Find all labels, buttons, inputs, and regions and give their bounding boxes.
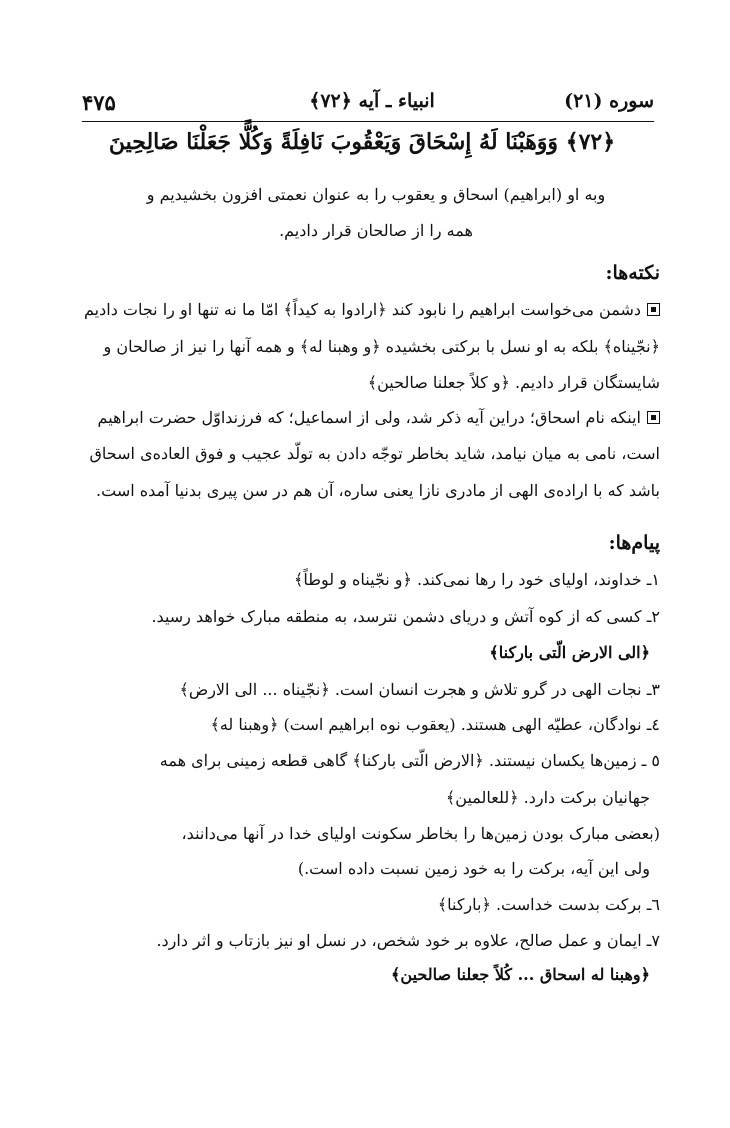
message-5-line-1: ٥ ـ زمین‌ها یکسان نیستند. ﴿الارض الّتی بارکنا﴾ گاهی قطعه زمینی برای همه bbox=[159, 751, 660, 770]
note-1-line-2: ﴿نجّیناه﴾ بلکه به او نسل با برکتی بخشیده ﴿و وهبنا له﴾ و همه آنها را نیز از صالحان و bbox=[103, 337, 660, 356]
square-bullet-icon bbox=[647, 303, 660, 316]
message-4: ٤ـ نوادگان، عطیّه الهی هستند. (یعقوب نوه ابراهیم است) ﴿وهبنا له﴾ bbox=[210, 715, 660, 734]
page-number: ۴۷۵ bbox=[82, 90, 116, 115]
message-7-line-2: ﴿وهبنا له اسحاق ... کُلاً جعلنا صالحین﴾ bbox=[391, 965, 650, 984]
note-2-line-2: است، نامی به میان نیامد، شاید بخاطر توجّه دادن به تولّد عجیب و فوق العاده‌ی اسحاق bbox=[89, 444, 660, 463]
square-bullet-icon bbox=[647, 411, 660, 424]
message-5-line-3: (بعضی مبارک بودن زمین‌ها را بخاطر سکونت اولیای خدا در آنها می‌دانند، bbox=[181, 824, 660, 843]
sura-verse-reference: انبیاء ـ آیه ﴿۷۲﴾ bbox=[309, 90, 435, 112]
translation-line-2: همه را از صالحان قرار دادیم. bbox=[279, 221, 473, 240]
message-2-line-2: ﴿الی الارض الّتی بارکنا﴾ bbox=[489, 643, 650, 662]
note-2-line-1: اینکه نام اسحاق؛ دراین آیه ذکر شد، ولی از اسماعیل؛ که فرزنداوّل حضرت ابراهیم bbox=[50, 407, 660, 429]
note-1-line-1: دشمن می‌خواست ابراهیم را نابود کند ﴿ارادوا به کیداً﴾ امّا ما نه تنها او را نجات دادیم bbox=[50, 299, 660, 321]
message-5-line-2: جهانیان برکت دارد. ﴿للعالمین﴾ bbox=[445, 788, 650, 807]
message-5-line-4: ولی این آیه، برکت را به خود زمین نسبت داده است.) bbox=[297, 859, 650, 878]
quran-verse: ﴿۷۲﴾ وَوَهَبْنَا لَهُ إِسْحَاقَ وَيَعْقُوبَ نَافِلَةً وَكُلًّا جَعَلْنَا صَالِحِينَ bbox=[108, 129, 616, 155]
sura-number: سوره (۲۱) bbox=[564, 90, 654, 112]
messages-heading: پیام‌ها: bbox=[608, 532, 660, 554]
message-2-line-1: ۲ـ کسی که از کوه آتش و دریای دشمن نترسد، به منطقه مبارک خواهد رسید. bbox=[151, 607, 660, 626]
message-7-line-1: ۷ـ ایمان و عمل صالح، علاوه بر خود شخص، در نسل او نیز بازتاب و اثر دارد. bbox=[156, 931, 660, 950]
page-header bbox=[82, 86, 654, 122]
notes-heading: نکته‌ها: bbox=[605, 262, 660, 284]
header-divider bbox=[82, 121, 654, 122]
note-2-line-3: باشد که با اراده‌ی الهی از مادری نازا یعنی ساره، آن هم در سن پیری بدنیا آمده است. bbox=[96, 481, 660, 500]
translation-line-1: وبه او (ابراهیم) اسحاق و یعقوب را به عنوان نعمتی افزون بخشیدیم و bbox=[146, 185, 606, 204]
note-1-line-3: شایستگان قرار دادیم. ﴿و کلاً جعلنا صالحین﴾ bbox=[367, 373, 660, 392]
message-6: ٦ـ برکت بدست خداست. ﴿بارکنا﴾ bbox=[437, 895, 660, 914]
message-1: ۱ـ خداوند، اولیای خود را رها نمی‌کند. ﴿و نجّیناه و لوطاً﴾ bbox=[294, 570, 660, 589]
message-3: ۳ـ نجات الهی در گرو تلاش و هجرت انسان است. ﴿نجّیناه ... الی الارض﴾ bbox=[179, 680, 660, 699]
